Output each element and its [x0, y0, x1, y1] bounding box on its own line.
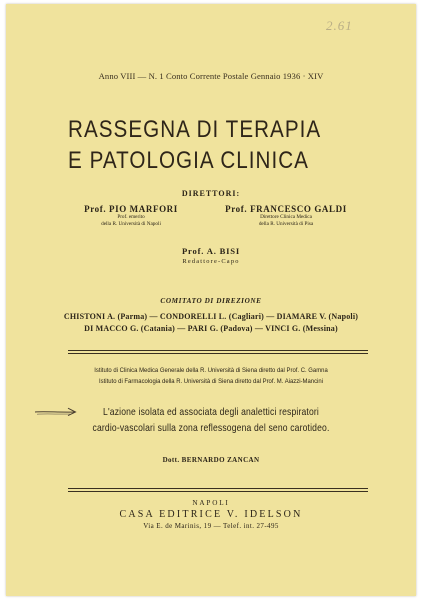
article-title-line-1: L'azione isolata ed associata degli analettici respiratori: [103, 407, 319, 418]
divider-rule: [68, 350, 368, 354]
editor-name: Prof. A. BISI: [182, 246, 240, 256]
director-name: Prof. PIO MARFORI: [84, 204, 178, 214]
director-galdi: [211, 204, 361, 228]
director-affiliation: della R. Università di Pisa: [258, 221, 314, 227]
director-role: Prof. emerito: [117, 214, 145, 220]
committee-line-1: CHISTONI A. (Parma) — CONDORELLI L. (Cagliari) — DIAMARE V. (Napoli): [63, 312, 359, 321]
article-author: Dott. BERNARDO ZANCAN: [162, 456, 260, 464]
journal-title-line2: E PATOLOGIA CLINICA: [68, 147, 309, 174]
institute-line-2: Istituto di Farmacologia della R. Università di Siena diretto dal Prof. M. Aiazzi-Mancini: [99, 378, 323, 385]
pencil-note: 2.61: [326, 18, 353, 33]
publisher-name: CASA EDITRICE V. IDELSON: [119, 509, 303, 520]
directors-heading: DIRETTORI:: [181, 189, 241, 198]
journal-cover: [6, 4, 416, 596]
committee-line-2: DI MACCO G. (Catania) — PARI G. (Padova) — VINCI G. (Messina): [84, 324, 338, 333]
issue-info: Anno VIII — N. 1 Conto Corrente Postale Gennaio 1936 · XIV: [98, 71, 324, 81]
director-name: Prof. FRANCESCO GALDI: [225, 204, 347, 214]
article-title-line-2: cardio-vascolari sulla zona reflessogena del seno carotideo.: [92, 423, 330, 434]
institute-line-1: Istituto di Clinica Medica Generale della R. Università di Siena diretto dal Prof. C. Gamna: [94, 367, 328, 374]
director-affiliation: della R. Università di Napoli: [101, 221, 161, 227]
director-role: Direttore Clinica Medica: [260, 214, 312, 220]
editor-role: Redattore-Capo: [182, 258, 240, 265]
committee-heading: COMITATO DI DIREZIONE: [160, 297, 262, 305]
divider-rule: [68, 488, 368, 492]
publisher-address: Via E. de Marinis, 19 — Telef. int. 27-495: [143, 522, 279, 530]
journal-title-line1: RASSEGNA DI TERAPIA: [68, 116, 322, 143]
publisher-city: NAPOLI: [192, 499, 230, 507]
director-marfori: [66, 204, 196, 228]
